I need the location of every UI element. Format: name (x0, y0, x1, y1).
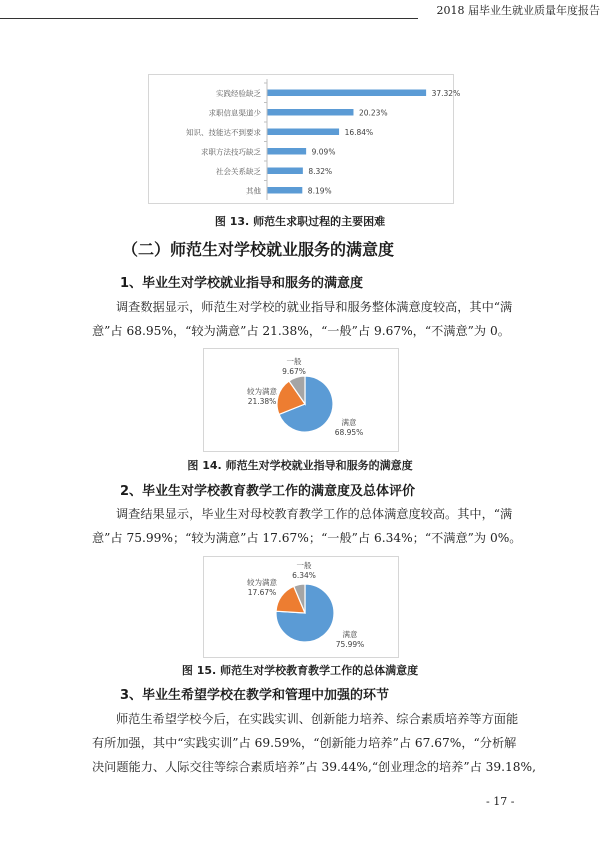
figure-14-pie-chart (203, 348, 399, 452)
bar (268, 90, 427, 97)
figure-15-pie-chart (203, 556, 399, 658)
pie-chart-svg (204, 349, 398, 451)
slice-category-label: 满意 (342, 630, 358, 639)
bar (268, 187, 303, 194)
data-label: 37.32% (431, 88, 461, 98)
data-label: 8.32% (308, 166, 333, 176)
subsection-3-title: 3、毕业生希望学校在教学和管理中加强的环节 (120, 688, 390, 703)
slice-category-label: 满意 (341, 418, 357, 427)
slice-category-label: 较为满意 (247, 387, 277, 396)
data-label: 16.84% (344, 127, 374, 137)
paragraph-line: 调查数据显示，师范生对学校的就业指导和服务整体满意度较高，其中“满 (116, 300, 513, 314)
slice-value-label: 17.67% (247, 588, 277, 597)
slice-value-label: 21.38% (247, 397, 277, 406)
category-label: 求职方法技巧缺乏 (201, 147, 261, 157)
figure-13-bar-chart (148, 74, 461, 204)
data-label: 20.23% (358, 108, 388, 118)
page-number: - 17 - (486, 795, 515, 808)
slice-value-label: 68.95% (334, 428, 364, 437)
slice-value-label: 6.34% (292, 571, 316, 580)
figure-15-caption: 图 15. 师范生对学校教育教学工作的总体满意度 (181, 664, 419, 677)
slice-category-label: 一般 (286, 357, 302, 366)
paragraph-line: 意”占 75.99%；“较为满意”占 17.67%；“一般”占 6.34%；“不满意”为 0%。 (92, 531, 522, 545)
category-label: 其他 (246, 186, 261, 196)
bar (268, 148, 307, 155)
category-label: 知识、技能达不到要求 (186, 127, 261, 137)
category-label: 实践经验缺乏 (216, 88, 261, 98)
subsection-2-title: 2、毕业生对学校教育教学工作的满意度及总体评价 (120, 484, 416, 499)
section-title: （二）师范生对学校就业服务的满意度 (122, 240, 395, 259)
bar (268, 129, 340, 136)
category-label: 社会关系缺乏 (216, 166, 261, 176)
subsection-2-paragraph (92, 502, 522, 550)
slice-value-label: 9.67% (282, 367, 306, 376)
category-label: 求职信息渠道少 (208, 108, 261, 118)
paragraph-line: 师范生希望学校今后，在实践实训、创新能力培养、综合素质培养等方面能 (116, 712, 519, 726)
paragraph-line: 调查结果显示，毕业生对母校教育教学工作的总体满意度较高。其中，“满 (116, 507, 513, 521)
subsection-3-paragraph (92, 707, 537, 779)
bar-chart-svg (149, 75, 461, 203)
paragraph-line: 意”占 68.95%，“较为满意”占 21.38%，“一般”占 9.67%，“不满意”为 0。 (92, 324, 510, 338)
subsection-1-paragraph (92, 295, 512, 343)
subsection-1-title: 1、毕业生对学校就业指导和服务的满意度 (120, 276, 364, 291)
paragraph-line: 决问题能力、人际交往等综合素质培养”占 39.44%,“创业理念的培养”占 39.18%, (92, 760, 537, 774)
slice-category-label: 较为满意 (247, 578, 277, 587)
bar (268, 109, 354, 116)
bar (268, 168, 303, 175)
slice-value-label: 75.99% (335, 640, 365, 649)
data-label: 8.19% (307, 186, 332, 196)
page-header (0, 0, 600, 19)
figure-14-caption: 图 14. 师范生对学校就业指导和服务的满意度 (187, 459, 413, 472)
paragraph-line: 有所加强，其中“实践实训”占 69.59%，“创新能力培养”占 67.67%，“分析解 (92, 736, 517, 750)
figure-13-caption: 图 13. 师范生求职过程的主要困难 (214, 215, 386, 228)
data-label: 9.09% (311, 147, 336, 157)
header-title: 2018 届毕业生就业质量年度报告 (436, 4, 600, 17)
pie-chart-svg (204, 557, 398, 657)
slice-category-label: 一般 (296, 561, 312, 570)
